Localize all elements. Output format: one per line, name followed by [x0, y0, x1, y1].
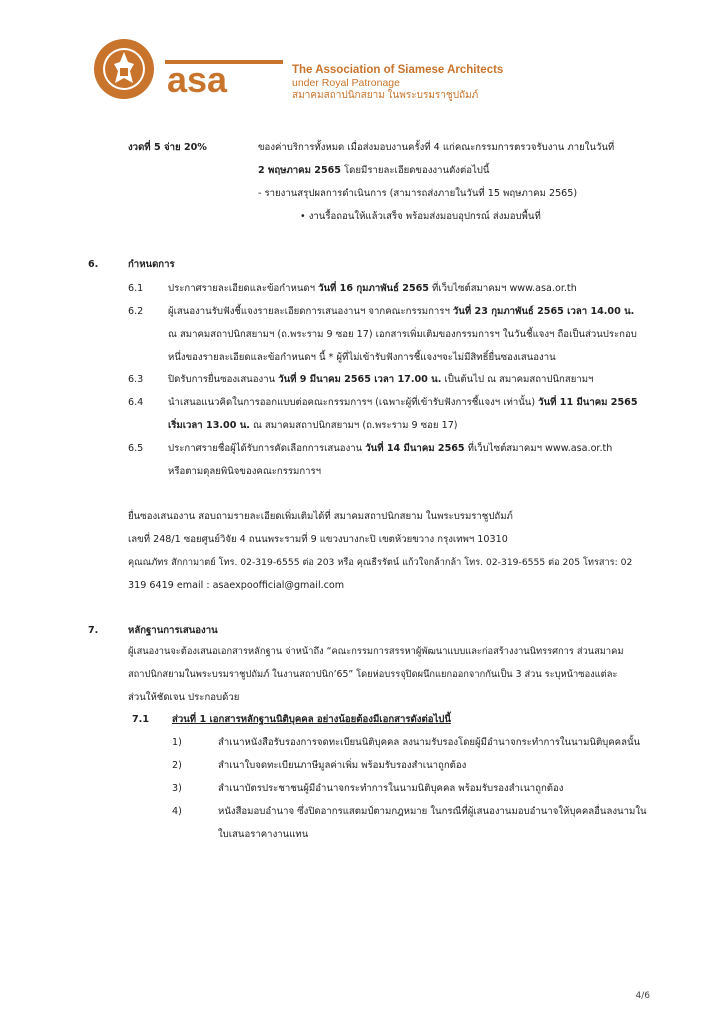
organization-name	[292, 64, 503, 102]
subsection-7-1-title: ส่วนที่ 1 เอกสารหลักฐานนิติบุคคล อย่างน้อยต้องมีเอกสารดังต่อไปนี้	[172, 714, 451, 725]
item-6-5-line2: หรือตามดุลยพินิจของคณะกรรมการฯ	[168, 466, 322, 477]
item-6-4-line2: เริ่มเวลา 13.00 น. ณ สมาคมสถาปนิกสยามฯ (ถ.พระราม 9 ซอย 17)	[168, 420, 458, 431]
contact-line2: เลขที่ 248/1 ซอยศูนย์วิจัย 4 ถนนพระรามที่ 9 แขวงบางกะปิ เขตห้วยขวาง กรุงเทพฯ 10310	[128, 534, 508, 545]
subsection-7-1-number: 7.1	[132, 714, 149, 725]
installment-label: งวดที่ 5 จ่าย 20%	[128, 142, 207, 153]
item-6-5-text: ประกาศรายชื่อผู้ได้รับการคัดเลือกการเสนองาน วันที่ 14 มีนาคม 2565 ที่เว็บไซต์สมาคมฯ www.asa.or.th	[168, 443, 613, 454]
doc-item-3-text: สำเนาบัตรประชาชนผู้มีอำนาจกระทำการในนามนิติบุคคล พร้อมรับรองสำเนาถูกต้อง	[218, 783, 564, 794]
doc-item-3-number: 3)	[172, 783, 182, 794]
page-number: 4/6	[635, 991, 650, 1001]
contact-line4: 319 6419 email : asaexpoofficial@gmail.com	[128, 580, 345, 591]
item-6-2-line3: หนึ่งของรายละเอียดและข้อกำหนดฯ นี้ * ผู้ที่ไม่เข้ารับฟังการชี้แจงฯจะไม่มีสิทธิ์ยื่นซองเสนองาน	[168, 352, 556, 363]
contact-line1: ยื่นซองเสนองาน สอบถามรายละเอียดเพิ่มเติมได้ที่ สมาคมสถาปนิกสยาม ในพระบรมราชูปถัมภ์	[128, 511, 513, 522]
item-6-2-text: ผู้เสนองานรับฟังชี้แจงรายละเอียดการเสนองานฯ จากคณะกรรมการฯ วันที่ 23 กุมภาพันธ์ 2565 เวลา 14.00 น.	[168, 306, 635, 317]
item-6-4-text: นำเสนอแนวคิดในการออกแบบต่อคณะกรรมการฯ (เฉพาะผู้ที่เข้ารับฟังการชี้แจงฯ เท่านั้น) วันที่ 11 มีนาคม 2565	[168, 397, 638, 408]
doc-item-2-text: สำเนาใบจดทะเบียนภาษีมูลค่าเพิ่ม พร้อมรับรองสำเนาถูกต้อง	[218, 760, 467, 771]
item-6-3-text: ปิดรับการยื่นซองเสนองาน วันที่ 9 มีนาคม 2565 เวลา 17.00 น. เป็นต้นไป ณ สมาคมสถาปนิกสยามฯ	[168, 374, 594, 385]
org-name-th: สมาคมสถาปนิกสยาม ในพระบรมราชูปถัมภ์	[292, 90, 479, 101]
org-name-en-line1: The Association of Siamese Architects	[292, 64, 504, 76]
doc-item-4-text: หนังสือมอบอำนาจ ซึ่งปิดอากรแสตมป์ตามกฎหมาย ในกรณีที่ผู้เสนองานมอบอำนาจให้บุคคลอื่นลงนามใน	[218, 806, 647, 817]
item-6-1-number: 6.1	[128, 283, 144, 294]
asa-logo	[165, 52, 283, 94]
doc-item-1-number: 1)	[172, 737, 182, 748]
org-name-en-line2: under Royal Patronage	[292, 77, 400, 89]
installment-date: 2 พฤษภาคม 2565	[258, 165, 341, 176]
section7-title: หลักฐานการเสนองาน	[128, 625, 218, 636]
item-6-2-line2: ณ สมาคมสถาปนิกสยามฯ (ถ.พระราม 9 ซอย 17) เอกสารเพิ่มเติมของกรรมการฯ ในวันชี้แจงฯ ถือเป็นส่วนประกอบ	[168, 329, 637, 340]
section6-number: 6.	[88, 259, 99, 270]
item-6-2-number: 6.2	[128, 306, 144, 317]
item-6-5-number: 6.5	[128, 443, 144, 454]
installment-line3: - รายงานสรุปผลการดำเนินการ (สามารถส่งภายในวันที่ 15 พฤษภาคม 2565)	[258, 188, 578, 199]
svg-text:asa: asa	[167, 59, 228, 94]
item-6-3-number: 6.3	[128, 374, 144, 385]
item-6-4-number: 6.4	[128, 397, 144, 408]
doc-item-4-line2: ใบเสนอราคางานแทน	[218, 829, 309, 840]
section7-para3: ส่วนให้ชัดเจน ประกอบด้วย	[128, 692, 240, 703]
section6-title: กำหนดการ	[128, 259, 175, 270]
doc-item-2-number: 2)	[172, 760, 182, 771]
section7-number: 7.	[88, 625, 99, 636]
doc-item-4-number: 4)	[172, 806, 182, 817]
section7-para1: ผู้เสนองานจะต้องเสนอเอกสารหลักฐาน จ่าหน้าถึง “คณะกรรมการสรรหาผู้พัฒนาแบบและก่อสร้างงานนิทรรศการ ส่วนสมาคม	[128, 646, 624, 657]
installment-line1: ของค่าบริการทั้งหมด เมื่อส่งมอบงานครั้งที่ 4 แก่คณะกรรมการตรวจรับงาน ภายในวันที่	[258, 142, 615, 153]
contact-line3: คุณณภัทร สักกามาตย์ โทร. 02-319-6555 ต่อ 203 หรือ คุณธีรรัตน์ แก้วใจกล้ากล้า โทร. 02-319-6555 ต่อ 205 โทรสาร: 02	[128, 557, 633, 568]
installment-line2	[258, 164, 489, 177]
installment-line4: • งานรื้อถอนให้แล้วเสร็จ พร้อมส่งมอบอุปกรณ์ ส่งมอบพื้นที่	[300, 211, 541, 222]
item-6-1-text: ประกาศรายละเอียดและข้อกำหนดฯ วันที่ 16 กุมภาพันธ์ 2565 ที่เว็บไซต์สมาคมฯ www.asa.or.th	[168, 283, 577, 294]
association-seal-icon	[93, 38, 155, 100]
section7-para2: สถาปนิกสยามในพระบรมราชูปถัมภ์ ในงานสถาปนิก’65” โดยห่อบรรจุปิดผนึกแยกออกจากกันเป็น 3 ส่วน ระบุหน้าซองแต่ละ	[128, 669, 618, 680]
installment-line2-rest: โดยมีรายละเอียดของงานดังต่อไปนี้	[340, 165, 490, 176]
doc-item-1-text: สำเนาหนังสือรับรองการจดทะเบียนนิติบุคคล ลงนามรับรองโดยผู้มีอำนาจกระทำการในนามนิติบุคคลนั้น	[218, 737, 641, 748]
